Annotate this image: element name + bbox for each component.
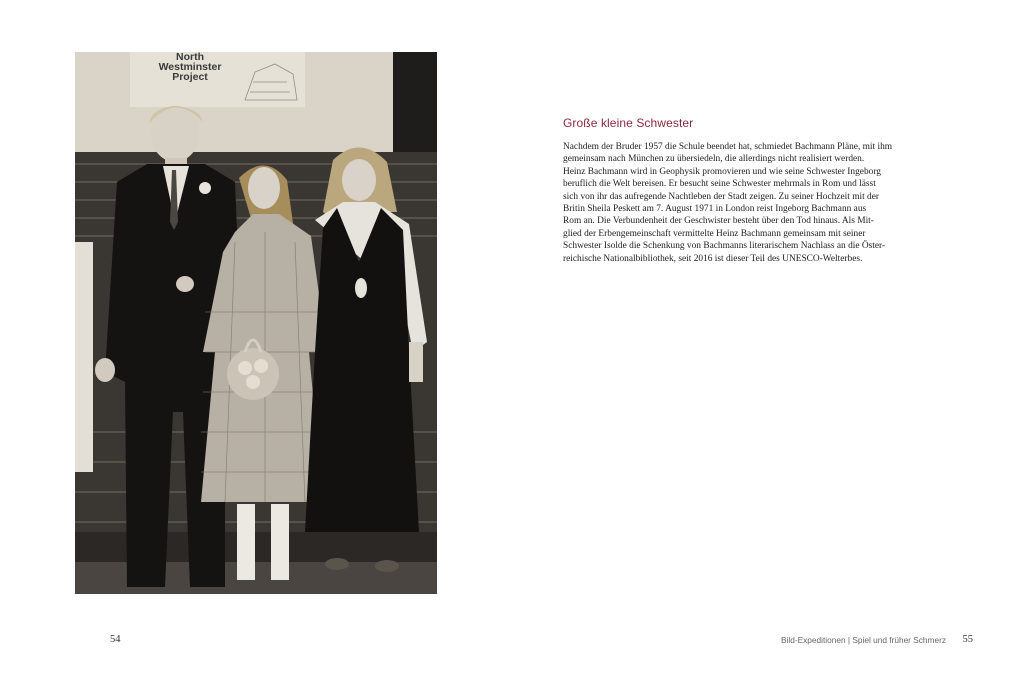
running-head: Bild-Expeditionen | Spiel und früher Schmerz — [781, 635, 946, 645]
page-number-right: 55 — [962, 634, 973, 645]
page-number-left: 54 — [110, 634, 121, 645]
body-line: glied der Erbengemeinschaft vermittelte Heinz Bachmann gemeinsam mit seiner — [563, 228, 866, 239]
body-line: Heinz Bachmann wird in Geophysik promovieren und wie seine Schwester Ingeborg — [563, 166, 881, 177]
body-line: gemeinsam nach München zu übersiedeln, die allerdings nicht realisiert werden. — [563, 154, 865, 165]
body-line: sich von ihr das aufregende Nachtleben der Stadt zeigen. Zu seiner Hochzeit mit der — [563, 191, 880, 202]
body-line: Rom an. Die Verbundenheit der Geschwister besteht über den Tod hinaus. Als Mit- — [563, 216, 874, 227]
body-line: beruflich die Welt bereisen. Er besucht seine Schwester mehrmals in Rom und lässt — [563, 179, 876, 190]
section-heading: Große kleine Schwester — [563, 116, 694, 130]
body-line: reichische Nationalbibliothek, seit 2016 ist dieser Teil des UNESCO-Welterbes. — [563, 253, 863, 264]
body-line: Schwester Isolde die Schenkung von Bachmanns literarischem Nachlass an die Öster- — [563, 241, 886, 252]
right-page — [512, 0, 1024, 675]
body-line: Nachdem der Bruder 1957 die Schule beendet hat, schmiedet Bachmann Pläne, mit ihm — [563, 142, 893, 152]
wedding-photograph — [75, 52, 437, 594]
poster-sign-text: North Westminster Project — [158, 52, 222, 83]
photo-illustration — [75, 52, 437, 594]
body-paragraph — [563, 141, 898, 265]
body-line: Britin Sheila Peskett am 7. August 1971 in London reist Ingeborg Bachmann aus — [563, 204, 867, 215]
